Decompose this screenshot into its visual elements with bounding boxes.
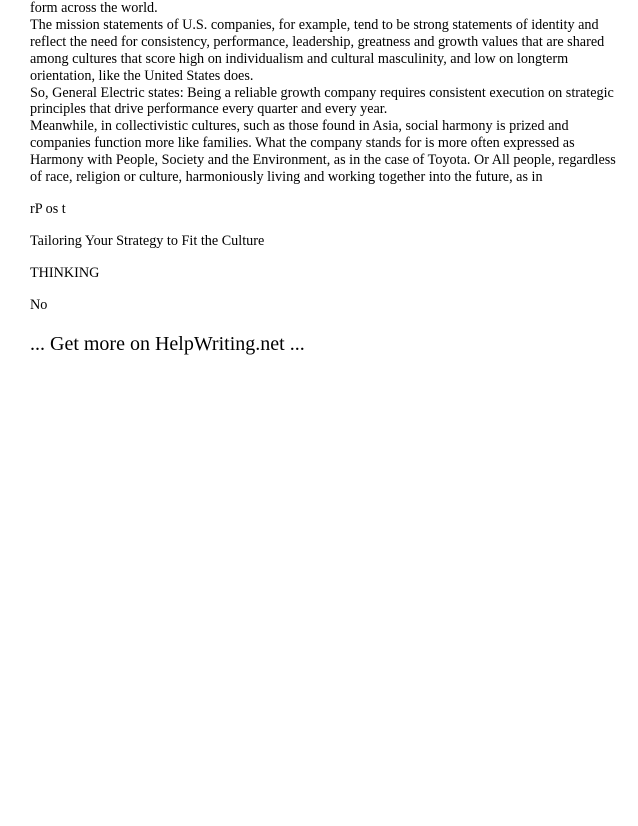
spacer: [30, 218, 620, 233]
fragment-post: rP os t: [30, 200, 66, 217]
paragraph-us-mission: The mission statements of U.S. companies, for example, tend to be strong statements of identity and reflect the need for consistency, performance, leadership, greatness and growth values that are shared among cultures that score high on individualism and cultural masculinity, and low on longterm orientation, like the United States does.: [30, 16, 605, 84]
section-heading: Tailoring Your Strategy to Fit the Culture: [30, 232, 265, 249]
spacer: [30, 282, 620, 297]
paragraph-collectivistic: Meanwhile, in collectivistic cultures, such as those found in Asia, social harmony is prized and companies function more like families. What the company stands for is more often expressed as Harmony with People, Society and the Environment, as in the case of Toyota. Or All people, regardless of race, religion or culture, harmoniously living and working together into the future, as in: [30, 118, 616, 186]
document-page: [30, 0, 620, 356]
fragment-thinking: THINKING: [30, 264, 100, 281]
spacer: [30, 314, 620, 332]
paragraph-general-electric: So, General Electric states: Being a reliable growth company requires consistent execution on strategic principles that drive performance every quarter and every year.: [30, 84, 614, 118]
helpwriting-link[interactable]: ... Get more on HelpWriting.net ...: [30, 332, 305, 355]
spacer: [30, 186, 620, 201]
fragment-no: No: [30, 296, 48, 313]
spacer: [30, 250, 620, 265]
main-text: [30, 0, 620, 186]
paragraph-form-across: form across the world.: [30, 0, 158, 16]
